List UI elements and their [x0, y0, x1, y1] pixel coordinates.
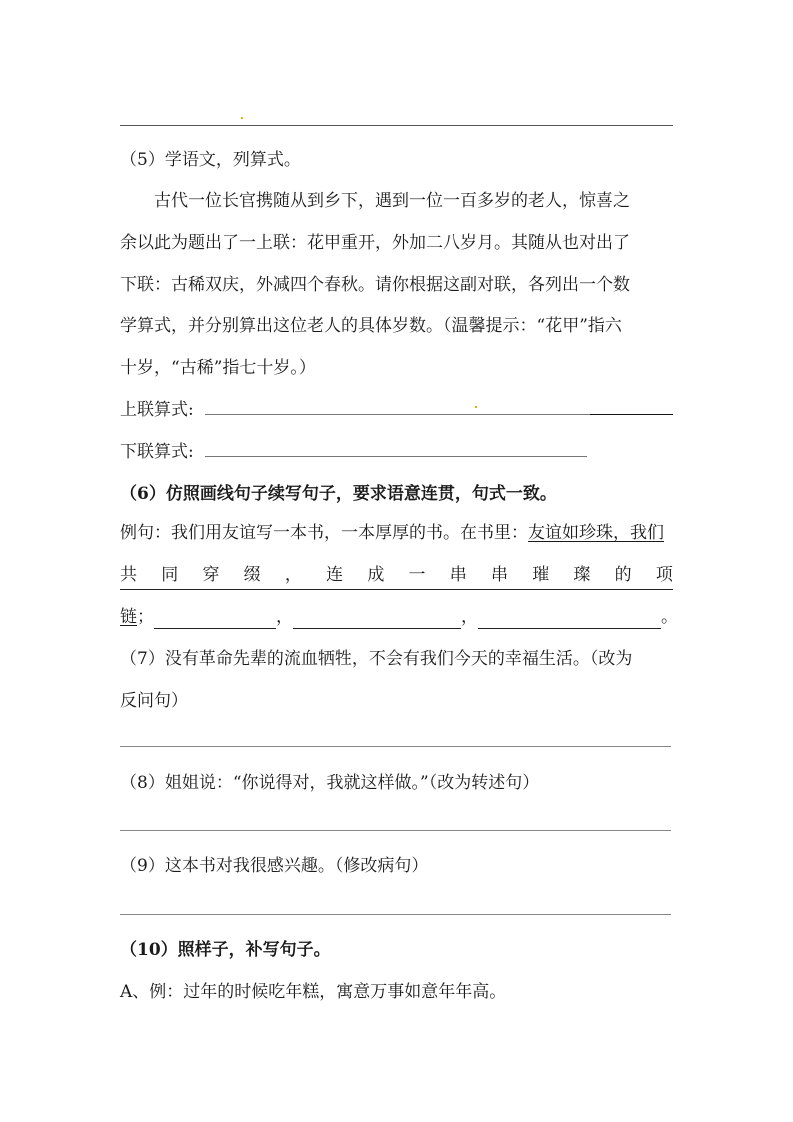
q5-paragraph-line-4: 学算式，并分别算出这位老人的具体岁数。（温馨提示：“花甲”指六: [120, 316, 622, 336]
q6-underlined-char: ，: [284, 565, 302, 585]
q6-underlined-sentence: 友谊如珍珠，我们: [528, 523, 664, 543]
comma: ，: [461, 607, 478, 627]
q6-underlined-char: 璀: [532, 565, 550, 585]
answer-line-top[interactable]: [120, 125, 673, 126]
q6-underlined-char: 缀: [243, 565, 261, 585]
q6-underlined-char: 项: [655, 565, 673, 585]
q5-paragraph-line-2: 余以此为题出了一上联：花甲重开，外加二八岁月。其随从也对出了: [120, 233, 630, 253]
q6-blank-3[interactable]: [478, 610, 661, 629]
q7-answer-line[interactable]: [120, 746, 671, 747]
q6-title: （6）仿照画线句子续写句子，要求语意连贯，句式一致。: [120, 484, 557, 504]
q9-title: （9）这本书对我很感兴趣。（修改病句）: [120, 856, 429, 876]
q6-underlined-char: 串: [490, 565, 508, 585]
q7-title-line-2: 反问句）: [120, 691, 188, 711]
q5-paragraph-line-1: 古代一位长官携随从到乡下，遇到一位一百多岁的老人，惊喜之: [154, 191, 630, 211]
comma: ，: [276, 607, 293, 627]
q6-underlined-char: 穿: [202, 565, 220, 585]
upper-couplet-answer-line-end: [590, 414, 673, 415]
q6-underlined-char: 同: [161, 565, 179, 585]
lower-couplet-label: 下联算式:: [120, 442, 194, 462]
q6-underline-line-2: [120, 589, 673, 590]
q10-example-a: A、例：过年的时候吃年糕，寓意万事如意年年高。: [120, 982, 507, 1002]
semicolon: ；: [137, 607, 154, 627]
stray-mark: [475, 406, 477, 408]
q6-underlined-char: 一: [408, 565, 426, 585]
q6-underlined-char: 连: [326, 565, 344, 585]
q5-title: （5）学语文，列算式。: [120, 150, 301, 170]
q6-underlined-char: 串: [449, 565, 467, 585]
q6-underlined-char: 的: [614, 565, 632, 585]
lower-couplet-answer-line[interactable]: [205, 456, 587, 457]
q6-blank-1[interactable]: [154, 610, 276, 629]
q6-example-prefix: 例句：我们用友谊写一本书，一本厚厚的书。在书里：: [120, 523, 528, 543]
period: 。: [661, 607, 678, 627]
q7-title-line-1: （7）没有革命先辈的流血牺牲，不会有我们今天的幸福生活。（改为: [120, 649, 633, 669]
q10-title: （10）照样子，补写句子。: [120, 940, 331, 960]
q6-underlined-char: 璨: [573, 565, 591, 585]
q5-paragraph-line-3: 下联：古稀双庆，外减四个春秋。请你根据这副对联，各列出一个数: [120, 275, 630, 295]
q9-answer-line[interactable]: [120, 914, 671, 915]
stray-mark: [241, 117, 243, 119]
q6-underlined-char: 共: [120, 565, 137, 585]
q6-example-line-2: [120, 563, 673, 587]
q8-title: （8）姐姐说：“你说得对，我就这样做。”（改为转述句）: [120, 773, 540, 793]
q6-example-line-1: [120, 521, 664, 545]
q6-underlined-char: 成: [367, 565, 385, 585]
q6-underlined-end: 链: [120, 607, 137, 627]
q5-paragraph-line-5: 十岁，“古稀”指七十岁。）: [120, 358, 316, 378]
q6-blank-2[interactable]: [293, 610, 461, 629]
q6-example-line-3: [120, 605, 678, 629]
q8-answer-line[interactable]: [120, 830, 671, 831]
upper-couplet-label: 上联算式:: [120, 400, 194, 420]
